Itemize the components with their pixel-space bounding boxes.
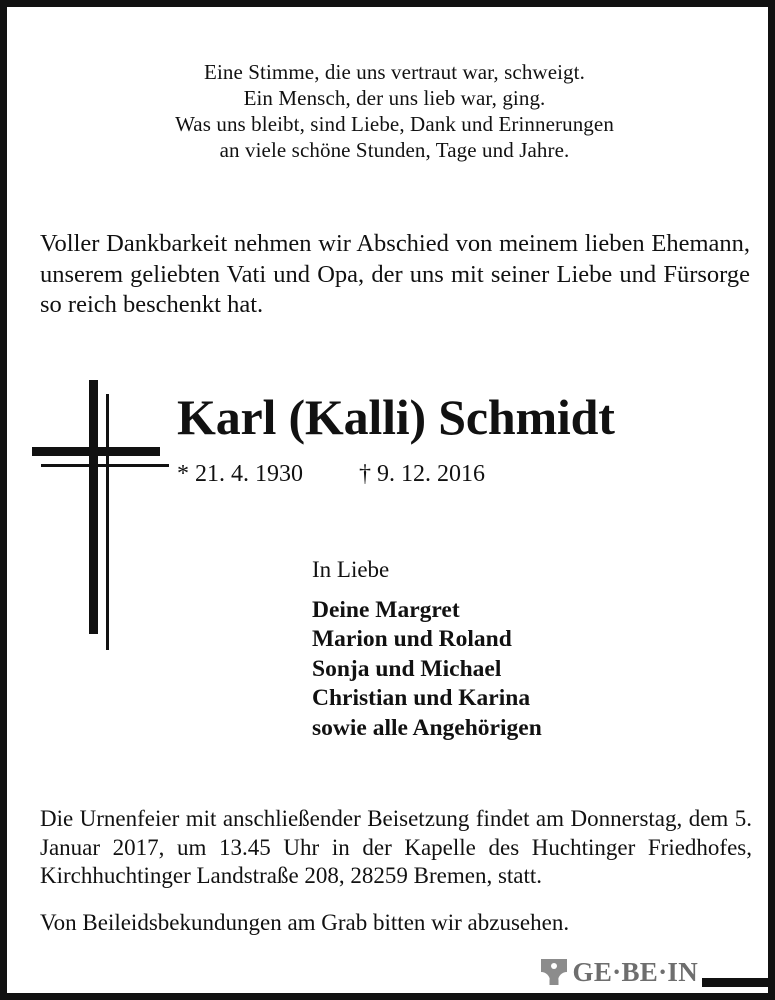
gebein-figure-icon <box>541 959 567 985</box>
figure-right-arch-shape <box>558 972 567 985</box>
family-signatures <box>312 596 542 743</box>
gebein-logo-text: GE·BE·IN <box>572 956 698 987</box>
figure-center-notch-shape <box>549 976 558 985</box>
cross-horizontal-thin <box>41 464 169 467</box>
family-line: Christian und Karina <box>312 685 531 712</box>
poem-line: Ein Mensch, der uns lieb war, ging. <box>243 86 546 110</box>
poem-line: an viele schöne Stunden, Tage und Jahre. <box>219 138 570 162</box>
figure-head-shape <box>551 963 557 969</box>
family-line: Marion und Roland <box>312 626 512 653</box>
cross-vertical-thick <box>89 380 98 634</box>
funeral-details <box>40 805 752 891</box>
closing-note: Von Beileidsbekundungen am Grab bitten wir abzusehen. <box>40 910 570 935</box>
memorial-cross-icon <box>32 380 172 640</box>
family-line: sowie alle Angehörigen <box>312 714 542 741</box>
logo-rule-bar <box>702 978 768 987</box>
family-line: Deine Margret <box>312 597 460 623</box>
intro-paragraph-text: Voller Dankbarkeit nehmen wir Abschied von meinem lieben Ehemann, unserem geliebten Vati und Opa, der uns mit seiner Liebe und Fürsorge so reich beschenkt hat. <box>40 230 750 318</box>
gebein-logo <box>541 955 768 989</box>
poem-line: Eine Stimme, die uns vertraut war, schweigt. <box>204 60 585 84</box>
death-date: † 9. 12. 2016 <box>359 461 485 487</box>
funeral-details-text: Die Urnenfeier mit anschließender Beisetzung findet am Donnerstag, dem 5. Januar 2017, um 13.45 Uhr in der Kapelle des Huchtinger Friedhofes, Kirchhuchtinger Landstraße 208, 28259 Bremen, statt. <box>40 806 752 888</box>
birth-date: * 21. 4. 1930 <box>177 461 303 487</box>
family-line: Sonja und Michael <box>312 655 502 682</box>
life-dates <box>177 459 757 489</box>
intro-paragraph <box>40 229 750 321</box>
deceased-name: Karl (Kalli) Schmidt <box>177 389 615 445</box>
poem-block <box>7 59 775 163</box>
cross-horizontal-thick <box>32 447 160 456</box>
poem-line: Was uns bleibt, sind Liebe, Dank und Erinnerungen <box>175 112 614 136</box>
cross-vertical-thin <box>106 394 109 650</box>
signature-intro: In Liebe <box>312 557 390 582</box>
